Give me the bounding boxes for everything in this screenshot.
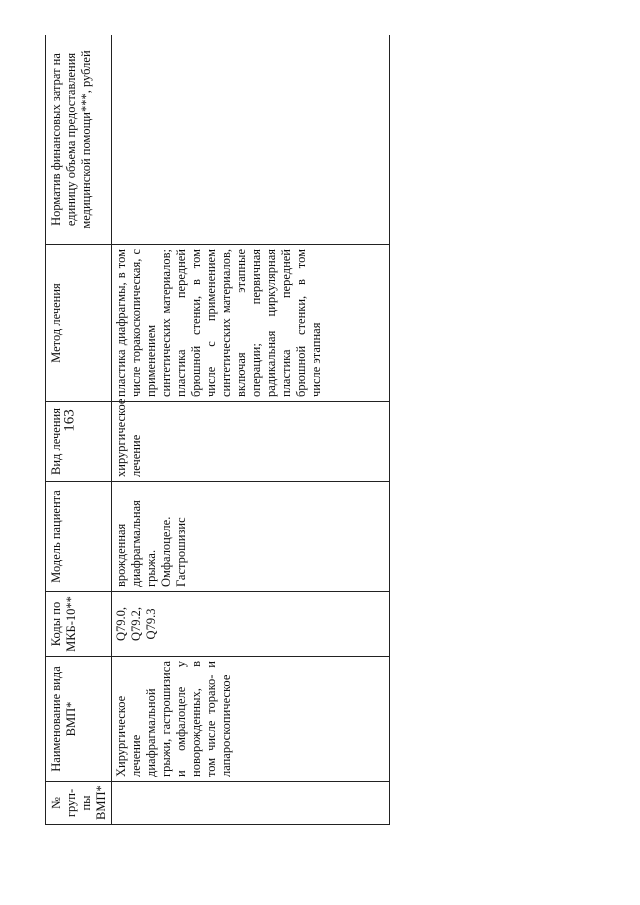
cell-cost-norm bbox=[112, 35, 390, 245]
header-treatment-type: Вид лечения bbox=[46, 402, 112, 482]
header-patient-model: Модель пациента bbox=[46, 482, 112, 592]
cell-icd-codes: Q79.0, Q79.2, Q79.3 bbox=[112, 592, 390, 657]
cell-treatment-method: пластика диафрагмы, в том числе торакоскопическая, с применением синтетических материалов; пластика передней брюшной стенки, в том числе с применением синтетических материалов, включая этапные операции; первичная радикальная циркулярная пластика передней брюшной стенки, в том числе этапная bbox=[112, 245, 390, 402]
cell-vmp-name: Хирургическое лечение диафрагмальной грыжи, гастрошизиса и омфалоцеле у новорожденных, в том числе торако- и лапароскопическое bbox=[112, 657, 390, 782]
header-cost-norm: Норматив финансовых затрат на единицу объема предоставления медицинской помощи***, рублей bbox=[46, 35, 112, 245]
vmp-table bbox=[45, 35, 390, 825]
cell-patient-model: врожденная диафрагмальная грыжа. Омфалоцеле. Гастрошизис bbox=[112, 482, 390, 592]
page-number: 163 bbox=[61, 409, 78, 432]
cell-group-no bbox=[112, 782, 390, 825]
header-icd-codes: Коды по МКБ-10** bbox=[46, 592, 112, 657]
table-row bbox=[112, 35, 390, 825]
rotated-page bbox=[45, 35, 390, 825]
header-row bbox=[46, 35, 112, 825]
header-group-no: № груп-пы ВМП* bbox=[46, 782, 112, 825]
landscape-sheet bbox=[45, 35, 390, 825]
header-vmp-name: Наименование вида ВМП* bbox=[46, 657, 112, 782]
header-treatment-method: Метод лечения bbox=[46, 245, 112, 402]
cell-treatment-type: хирургическое лечение bbox=[112, 402, 390, 482]
